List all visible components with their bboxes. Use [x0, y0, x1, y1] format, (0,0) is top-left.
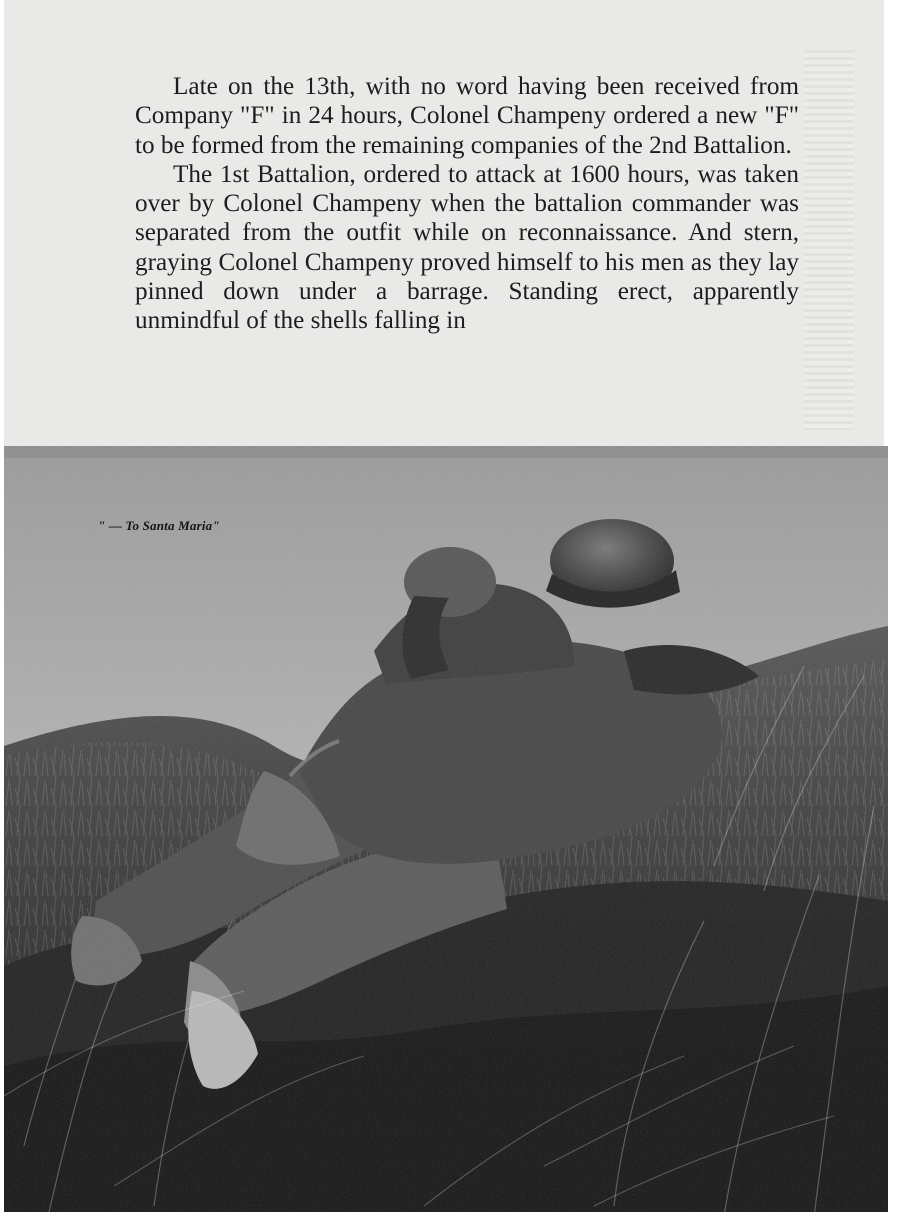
soldier-photo — [4, 446, 888, 1221]
photo-caption: " — To Santa Maria" — [98, 518, 220, 533]
photo-illustration — [4, 446, 888, 1221]
paragraph-1: Late on the 13th, with no word having been received from Company "F" in 24 hours, Colonel Champeny ordered a new "F" to be formed from the remaining companies of the 2nd Battalion. — [135, 73, 799, 159]
page-edge-shadow — [804, 50, 854, 430]
article-text — [135, 72, 799, 336]
bottom-margin — [0, 1212, 900, 1221]
paragraph-2: The 1st Battalion, ordered to attack at 1600 hours, was taken over by Colonel Champeny when the battalion commander was separated from the outfit while on reconnaissance. And stern, graying Colonel Champeny proved himself to his men as they lay pinned down under a barrage. Standing erect, apparently unmindful of the shells falling in — [135, 160, 799, 335]
